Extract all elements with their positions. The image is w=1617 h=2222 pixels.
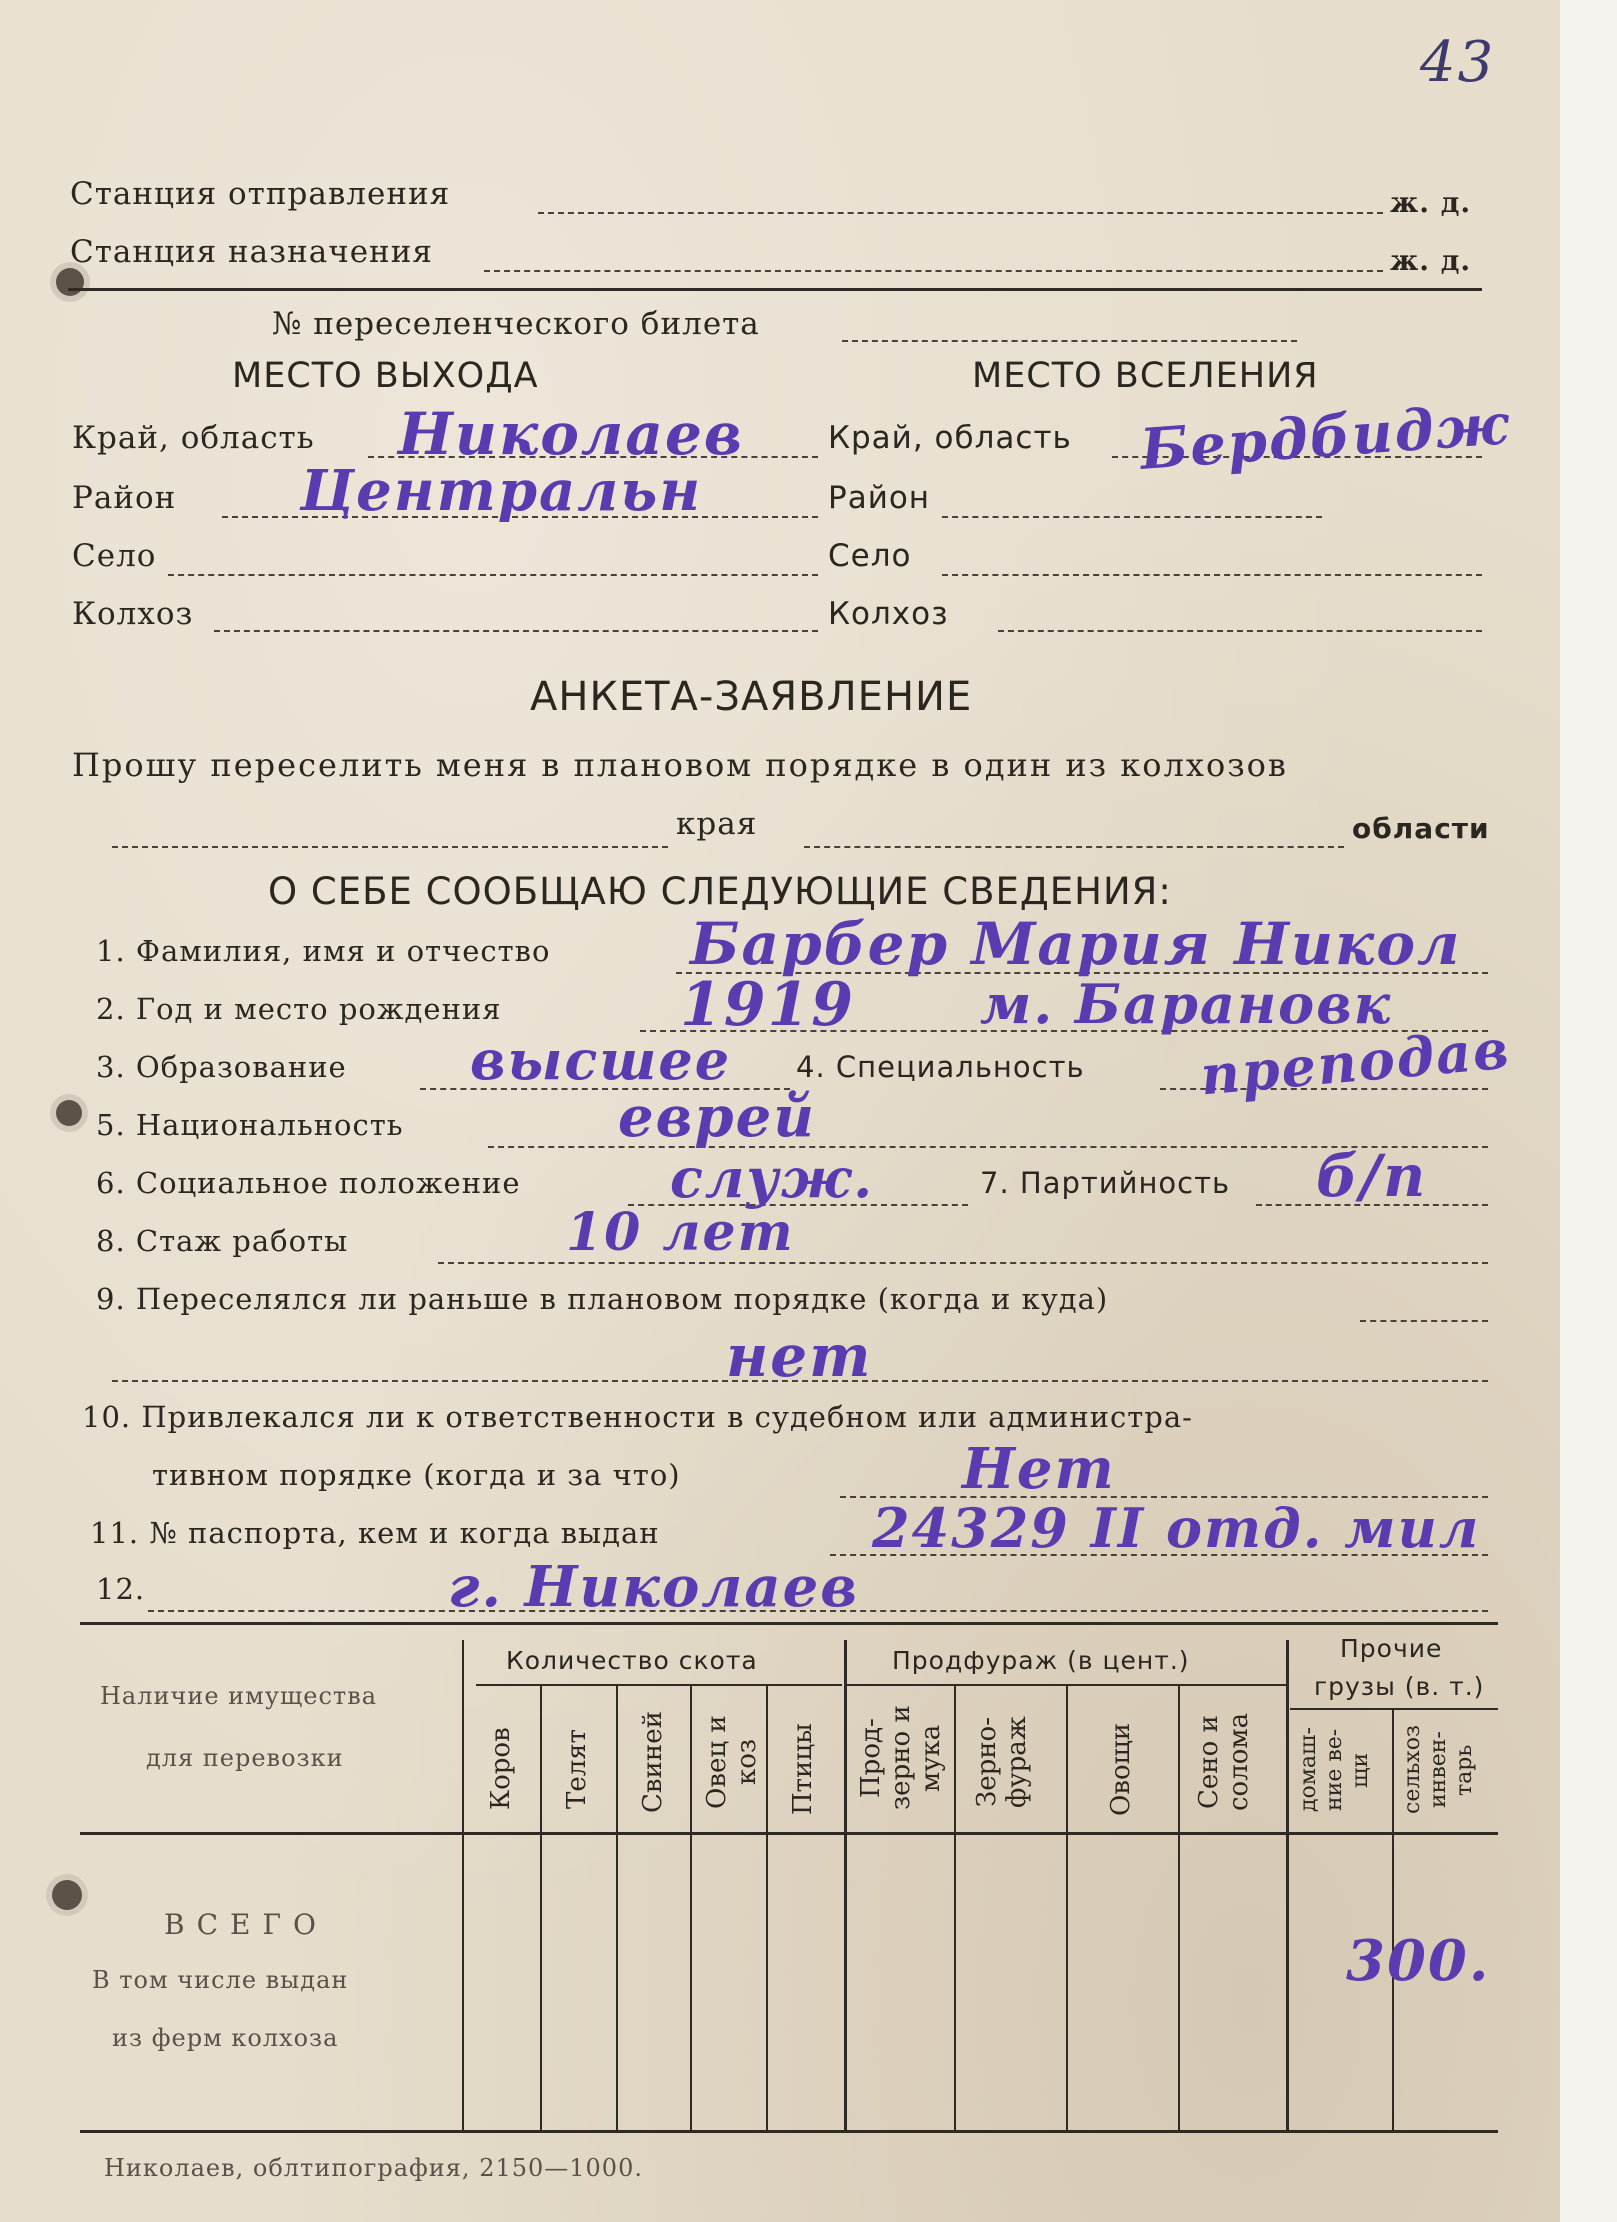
field-12-value: г. Николаев bbox=[448, 1554, 860, 1620]
field-6-label: 6. Социальное положение bbox=[96, 1166, 521, 1200]
departure-station-label: Станция отправления bbox=[70, 176, 451, 212]
destination-village-label: Село bbox=[828, 538, 912, 574]
table-vline-8 bbox=[1178, 1686, 1180, 2130]
table-vline-3 bbox=[690, 1686, 692, 2130]
total-household-value: 300. bbox=[1346, 1928, 1491, 1994]
col-farm: сельхоз инвен-тарь bbox=[1400, 1725, 1477, 1815]
kraya-label: края bbox=[676, 806, 758, 842]
printer-footer: Николаев, облтипография, 2150—1000. bbox=[104, 2154, 643, 2182]
field-9-label: 9. Переселялся ли раньше в плановом порядке (когда и куда) bbox=[96, 1282, 1109, 1316]
col-birds: Птицы bbox=[788, 1723, 818, 1815]
table-vline-10 bbox=[1392, 1710, 1394, 2130]
origin-district-label: Район bbox=[72, 480, 177, 516]
destination-district-label: Район bbox=[828, 480, 931, 516]
field-6-value: служ. bbox=[670, 1146, 875, 1210]
field-12-label: 12. bbox=[96, 1572, 146, 1606]
field-11-label: 11. № паспорта, кем и когда выдан bbox=[90, 1516, 660, 1550]
field-4-label: 4. Специальность bbox=[796, 1050, 1085, 1084]
included-label-2: из ферм колхоза bbox=[112, 2024, 339, 2052]
destination-kolkhoz-label: Колхоз bbox=[828, 596, 949, 632]
table-vline-4 bbox=[766, 1686, 768, 2130]
destination-region-value: Бердбидж bbox=[1138, 391, 1513, 483]
group-other-1: Прочие bbox=[1340, 1634, 1443, 1663]
origin-region-label: Край, область bbox=[72, 420, 315, 456]
departure-station-line bbox=[538, 212, 1383, 214]
field-4-value: преподав bbox=[1197, 1016, 1513, 1108]
table-vline-9 bbox=[1286, 1640, 1289, 2130]
field-2-label: 2. Год и место рождения bbox=[96, 992, 502, 1026]
field-7-value: б/п bbox=[1316, 1142, 1428, 1210]
destination-station-line bbox=[484, 270, 1383, 272]
table-bottom-border bbox=[80, 2130, 1498, 2133]
field-9-value: нет bbox=[726, 1322, 873, 1390]
table-vline-2 bbox=[616, 1686, 618, 2130]
col-household: домаш-ние ве-щи bbox=[1296, 1727, 1373, 1813]
origin-kolkhoz-line bbox=[214, 630, 818, 632]
field-10-label-2: тивном порядке (когда и за что) bbox=[152, 1458, 681, 1492]
total-label: ВСЕГО bbox=[164, 1908, 328, 1941]
field-9-line-a bbox=[1360, 1320, 1488, 1322]
field-10-value: Нет bbox=[962, 1436, 1116, 1502]
request-line: Прошу переселить меня в плановом порядке в один из колхозов bbox=[72, 746, 1288, 784]
table-vline-5 bbox=[844, 1640, 847, 2130]
destination-village-line bbox=[942, 574, 1482, 576]
col-sheep: Овец и коз bbox=[702, 1715, 762, 1809]
field-8-value: 10 лет bbox=[566, 1202, 795, 1263]
info-heading: О СЕБЕ СООБЩАЮ СЛЕДУЮЩИЕ СВЕДЕНИЯ: bbox=[268, 870, 1172, 913]
field-3-label: 3. Образование bbox=[96, 1050, 347, 1084]
row-header-2: для перевозки bbox=[146, 1744, 344, 1772]
destination-rail-suffix: ж. д. bbox=[1390, 244, 1472, 277]
col-cows: Коров bbox=[486, 1727, 516, 1811]
field-7-label: 7. Партийность bbox=[980, 1166, 1231, 1200]
table-vline-1 bbox=[540, 1686, 542, 2130]
origin-title: МЕСТО ВЫХОДА bbox=[232, 356, 539, 396]
origin-district-value: Центральн bbox=[300, 458, 703, 524]
departure-rail-suffix: ж. д. bbox=[1390, 186, 1472, 219]
field-5-value: еврей bbox=[618, 1084, 816, 1150]
table-vline-6 bbox=[954, 1686, 956, 2130]
destination-region-label: Край, область bbox=[828, 420, 1072, 456]
field-1-label: 1. Фамилия, имя и отчество bbox=[96, 934, 551, 968]
destination-district-line bbox=[942, 516, 1322, 518]
field-11-value: 24329 II отд. мил bbox=[872, 1496, 1481, 1560]
col-pigs: Свиней bbox=[638, 1711, 668, 1813]
punch-hole-bottom bbox=[52, 1880, 82, 1910]
form-title: АНКЕТА-ЗАЯВЛЕНИЕ bbox=[530, 674, 973, 720]
destination-kolkhoz-line bbox=[998, 630, 1482, 632]
origin-village-line bbox=[168, 574, 818, 576]
table-vline-0 bbox=[462, 1640, 464, 2130]
group-livestock: Количество скота bbox=[506, 1646, 758, 1675]
header-divider bbox=[68, 288, 1482, 291]
included-label-1: В том числе выдан bbox=[92, 1966, 349, 1994]
group-other-2: грузы (в. т.) bbox=[1314, 1672, 1485, 1701]
destination-station-label: Станция назначения bbox=[70, 234, 433, 270]
origin-region-value: Николаев bbox=[398, 400, 744, 468]
origin-village-label: Село bbox=[72, 538, 157, 574]
origin-kolkhoz-label: Колхоз bbox=[72, 596, 194, 632]
field-3-value: высшее bbox=[470, 1028, 732, 1092]
field-10-label-1: 10. Привлекался ли к ответственности в судебном или администра- bbox=[82, 1400, 1193, 1434]
field-2-place: м. Барановк bbox=[980, 972, 1393, 1036]
row-header-1: Наличие имущества bbox=[100, 1682, 378, 1710]
col-fodder: Зерно-фураж bbox=[972, 1716, 1032, 1808]
field-2-year: 1919 bbox=[680, 970, 855, 1040]
oblasti-line bbox=[804, 846, 1344, 848]
table-group-underline-3 bbox=[1290, 1708, 1498, 1710]
table-vline-7 bbox=[1066, 1686, 1068, 2130]
field-8-label: 8. Стаж работы bbox=[96, 1224, 349, 1258]
kraya-line bbox=[112, 846, 668, 848]
field-5-label: 5. Национальность bbox=[96, 1108, 404, 1142]
ticket-label: № переселенческого билета bbox=[272, 306, 760, 342]
table-top-border bbox=[80, 1622, 1498, 1625]
punch-hole-middle bbox=[56, 1100, 82, 1126]
field-1-value: Барбер Мария Никол bbox=[690, 910, 1462, 978]
destination-title: МЕСТО ВСЕЛЕНИЯ bbox=[972, 356, 1319, 396]
page-number: 43 bbox=[1420, 30, 1496, 95]
col-hay: Сено и солома bbox=[1194, 1712, 1254, 1812]
col-calves: Телят bbox=[562, 1728, 592, 1810]
table-group-underline-1 bbox=[476, 1684, 842, 1686]
col-veg: Овощи bbox=[1106, 1722, 1136, 1816]
oblasti-label: области bbox=[1352, 812, 1490, 845]
group-feed: Продфураж (в цент.) bbox=[892, 1646, 1190, 1675]
punch-hole-top bbox=[56, 268, 84, 296]
background-edge bbox=[1560, 0, 1617, 2222]
col-grain: Прод-зерно и мука bbox=[856, 1705, 946, 1811]
ticket-line bbox=[842, 340, 1297, 342]
